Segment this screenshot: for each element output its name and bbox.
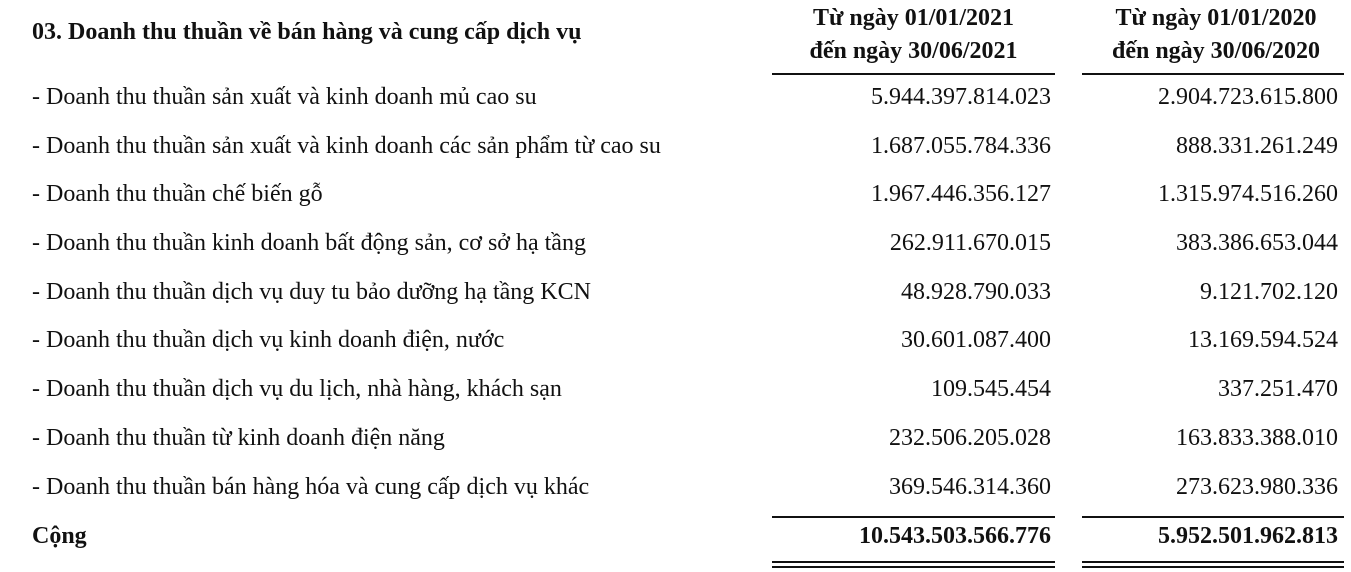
table-row	[0, 174, 1351, 223]
value-2020: 2.904.723.615.800	[1158, 84, 1338, 110]
value-2020: 383.386.653.044	[1176, 230, 1338, 257]
total-double-rule-2021-lower	[772, 566, 1055, 568]
value-2021: 262.911.670.015	[889, 230, 1051, 257]
row-label: - Doanh thu thuần sản xuất và kinh doanh mủ cao su	[32, 84, 537, 110]
value-2020: 1.315.974.516.260	[1158, 181, 1338, 208]
total-value-2020: 5.952.501.962.813	[1158, 523, 1338, 549]
value-2020: 9.121.702.120	[1200, 278, 1338, 305]
row-label: - Doanh thu thuần từ kinh doanh điện năng	[32, 424, 445, 451]
table-row	[0, 369, 1351, 418]
table-row	[0, 223, 1351, 272]
table-body	[0, 77, 1351, 515]
table-row	[0, 272, 1351, 321]
header-underline-2021	[772, 73, 1055, 75]
table-row	[0, 320, 1351, 369]
row-label: - Doanh thu thuần kinh doanh bất động sản, cơ sở hạ tầng	[32, 230, 586, 257]
value-2021: 48.928.790.033	[901, 278, 1051, 305]
header-underline-2020	[1082, 73, 1344, 75]
total-top-rule-2020	[1082, 516, 1344, 518]
row-label: - Doanh thu thuần dịch vụ du lịch, nhà hàng, khách sạn	[32, 376, 562, 403]
value-2021: 1.967.446.356.127	[871, 181, 1051, 208]
column-header-2020-line1: Từ ngày 01/01/2020	[1115, 5, 1317, 31]
section-title: 03. Doanh thu thuần về bán hàng và cung cấp dịch vụ	[32, 19, 582, 45]
row-label: - Doanh thu thuần dịch vụ kinh doanh điện, nước	[32, 327, 505, 354]
row-label: - Doanh thu thuần bán hàng hóa và cung cấp dịch vụ khác	[32, 473, 590, 500]
value-2021: 369.546.314.360	[889, 473, 1051, 500]
value-2021: 5.944.397.814.023	[871, 84, 1051, 110]
value-2021: 30.601.087.400	[901, 327, 1051, 354]
column-header-2020-line2: đến ngày 30/06/2020	[1111, 38, 1321, 64]
column-header-2020	[1082, 2, 1350, 68]
table-row	[0, 77, 1351, 126]
table-row	[0, 467, 1351, 516]
value-2021: 232.506.205.028	[889, 424, 1051, 451]
value-2020: 163.833.388.010	[1176, 424, 1338, 451]
total-double-rule-2021-upper	[772, 561, 1055, 563]
row-label: - Doanh thu thuần chế biến gỗ	[32, 181, 323, 208]
value-2021: 109.545.454	[931, 376, 1051, 403]
table-row	[0, 126, 1351, 175]
total-row	[0, 519, 1351, 559]
column-header-2021	[772, 2, 1055, 68]
total-value-2021: 10.543.503.566.776	[859, 523, 1051, 549]
value-2020: 888.331.261.249	[1176, 132, 1338, 159]
row-label: - Doanh thu thuần dịch vụ duy tu bảo dưỡng hạ tầng KCN	[32, 278, 591, 305]
total-top-rule-2021	[772, 516, 1055, 518]
value-2020: 273.623.980.336	[1176, 473, 1338, 500]
value-2020: 13.169.594.524	[1188, 327, 1338, 354]
total-label: Cộng	[32, 523, 87, 549]
row-label: - Doanh thu thuần sản xuất và kinh doanh các sản phẩm từ cao su	[32, 132, 661, 159]
value-2020: 337.251.470	[1218, 376, 1338, 403]
value-2021: 1.687.055.784.336	[871, 132, 1051, 159]
total-double-rule-2020-lower	[1082, 566, 1344, 568]
column-header-2021-line1: Từ ngày 01/01/2021	[812, 5, 1015, 31]
total-double-rule-2020-upper	[1082, 561, 1344, 563]
column-header-2021-line2: đến ngày 30/06/2021	[809, 38, 1018, 64]
table-row	[0, 418, 1351, 467]
